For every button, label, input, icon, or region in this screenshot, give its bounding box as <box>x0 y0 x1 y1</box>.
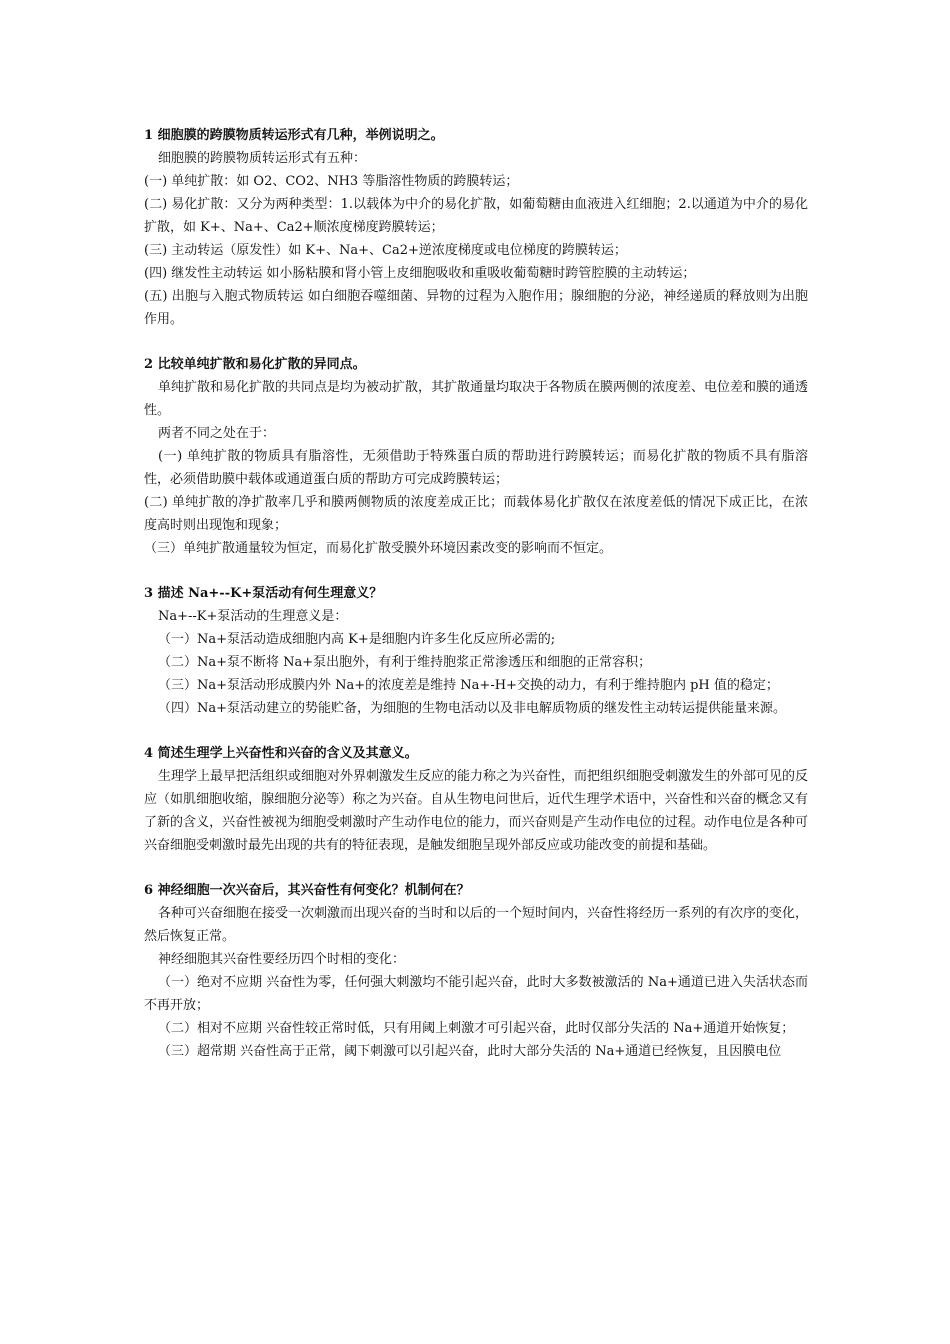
paragraph: (一) 单纯扩散的物质具有脂溶性，无须借助于特殊蛋白质的帮助进行跨膜转运；而易化扩散的物质不具有脂溶性，必须借助膜中载体或通道蛋白质的帮助方可完成跨膜转运； <box>144 449 808 487</box>
paragraph: （三）单纯扩散通量较为恒定，而易化扩散受膜外环境因素改变的影响而不恒定。 <box>144 541 613 556</box>
paragraph: （三）Na+泵活动形成膜内外 Na+的浓度差是维持 Na+-H+交换的动力，有利于维持胞内 pH 值的稳定； <box>158 678 779 693</box>
paragraph: （一）Na+泵活动造成细胞内高 K+是细胞内许多生化反应所必需的; <box>158 632 556 647</box>
paragraph: Na+--K+泵活动的生理意义是： <box>158 609 348 624</box>
section-4 <box>144 742 808 857</box>
question-heading: 3 描述 Na+--K+泵活动有何生理意义？ <box>144 586 383 601</box>
question-heading: 2 比较单纯扩散和易化扩散的异同点。 <box>144 357 366 372</box>
section-1 <box>144 124 808 331</box>
paragraph: 神经细胞其兴奋性要经历四个时相的变化： <box>158 952 406 967</box>
paragraph: 生理学上最早把活组织或细胞对外界刺激发生反应的能力称之为兴奋性，而把组织细胞受刺激发生的外部可见的反应（如肌细胞收缩，腺细胞分泌等）称之为兴奋。自从生物电问世后，近代生理学术语中，兴奋性和兴奋的概念又有了新的含义，兴奋性被视为细胞受刺激时产生动作电位的能力，而兴奋则是产生动作电位的过程。动作电位是各种可兴奋细胞受刺激时最先出现的共有的特征表现，是触发细胞呈现外部反应或功能改变的前提和基础。 <box>144 769 809 853</box>
paragraph: (二) 易化扩散：又分为两种类型：1.以载体为中介的易化扩散，如葡萄糖由血液进入红细胞；2.以通道为中介的易化扩散，如 K+、Na+、Ca2+顺浓度梯度跨膜转运； <box>144 197 808 235</box>
question-heading: 1 细胞膜的跨膜物质转运形式有几种，举例说明之。 <box>144 128 444 143</box>
document-page <box>144 124 808 1063</box>
paragraph: （一）绝对不应期 兴奋性为零，任何强大刺激均不能引起兴奋，此时大多数被激活的 Na+通道已进入失活状态而不再开放； <box>144 975 808 1013</box>
section-3 <box>144 582 808 720</box>
paragraph: 细胞膜的跨膜物质转运形式有五种： <box>158 151 367 166</box>
paragraph: （三）超常期 兴奋性高于正常，阈下刺激可以引起兴奋，此时大部分失活的 Na+通道已经恢复，且因膜电位 <box>158 1044 782 1059</box>
paragraph: 单纯扩散和易化扩散的共同点是均为被动扩散，其扩散通量均取决于各物质在膜两侧的浓度差、电位差和膜的通透性。 <box>144 380 809 418</box>
paragraph: (二) 单纯扩散的净扩散率几乎和膜两侧物质的浓度差成正比；而载体易化扩散仅在浓度差低的情况下成正比，在浓度高时则出现饱和现象； <box>144 495 808 533</box>
question-heading: 4 简述生理学上兴奋性和兴奋的含义及其意义。 <box>144 746 418 761</box>
section-2 <box>144 353 808 560</box>
paragraph: (三) 主动转运（原发性）如 K+、Na+、Ca2+逆浓度梯度或电位梯度的跨膜转运； <box>144 243 627 258</box>
paragraph: (四) 继发性主动转运 如小肠粘膜和肾小管上皮细胞吸收和重吸收葡萄糖时跨管腔膜的主动转运； <box>144 266 696 281</box>
paragraph: (一) 单纯扩散：如 O2、CO2、NH3 等脂溶性物质的跨膜转运； <box>144 174 519 189</box>
paragraph: （四）Na+泵活动建立的势能贮备，为细胞的生物电活动以及非电解质物质的继发性主动转运提供能量来源。 <box>158 701 787 716</box>
paragraph: （二）Na+泵不断将 Na+泵出胞外，有利于维持胞浆正常渗透压和细胞的正常容积； <box>158 655 652 670</box>
paragraph: 两者不同之处在于： <box>158 426 276 441</box>
section-6 <box>144 879 808 1063</box>
paragraph: (五) 出胞与入胞式物质转运 如白细胞吞噬细菌、异物的过程为入胞作用；腺细胞的分泌，神经递质的释放则为出胞作用。 <box>144 289 808 327</box>
question-heading: 6 神经细胞一次兴奋后，其兴奋性有何变化？机制何在？ <box>144 883 470 898</box>
paragraph: （二）相对不应期 兴奋性较正常时低，只有用阈上刺激才可引起兴奋，此时仅部分失活的 Na+通道开始恢复； <box>158 1021 795 1036</box>
paragraph: 各种可兴奋细胞在接受一次刺激而出现兴奋的当时和以后的一个短时间内，兴奋性将经历一系列的有次序的变化，然后恢复正常。 <box>144 906 809 944</box>
